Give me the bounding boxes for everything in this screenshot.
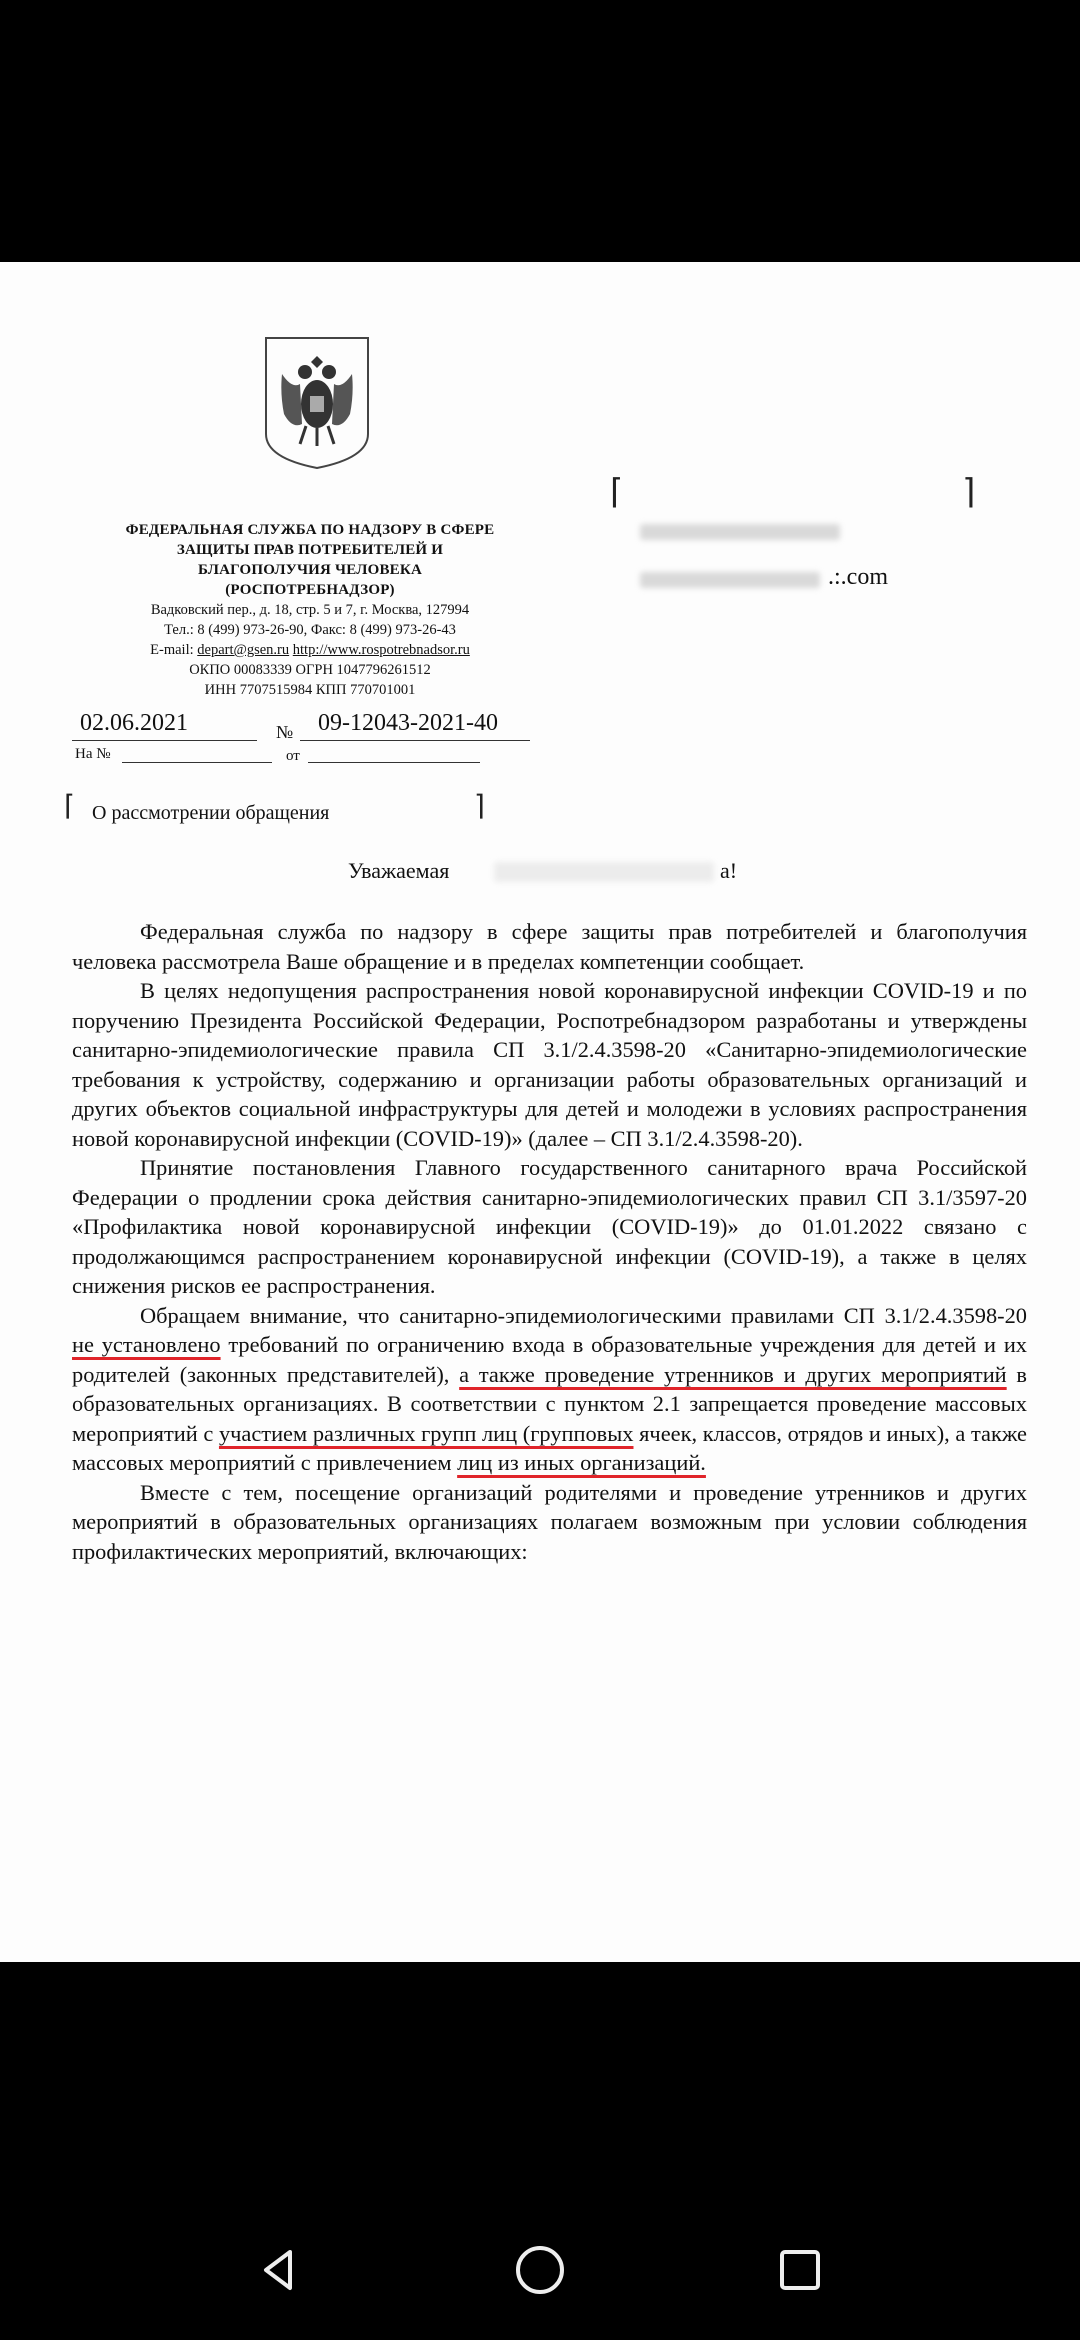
highlight-groups: участием различных групп лиц (групповых [218, 1420, 634, 1446]
agency-phone: Тел.: 8 (499) 973-26-90, Факс: 8 (499) 973-26-43 [164, 622, 456, 638]
redacted-email [640, 572, 820, 588]
agency-contacts [70, 640, 550, 660]
subject-bracket-right: ⌉ [474, 789, 485, 822]
recipient-block [610, 472, 990, 632]
recents-icon [776, 2246, 824, 2294]
document-page [0, 262, 1080, 1962]
highlight-matinees: а также проведение утренников и других мероприятий [459, 1361, 1007, 1387]
na-number-underline [122, 762, 272, 763]
paragraph-3: Принятие постановления Главного государственного санитарного врача Российской Федерации о продлении срока действия санитарно-эпидемиологических правил СП 3.1/3597-20 «Профилактика новой коронавирусной инфекции (COVID-19)» до 01.01.2022 связано с продолжающимся распространением коронавирусной инфекции (COVID-19), а также в целях снижения рисков ее распространения. [72, 1155, 1027, 1298]
agency-website-link[interactable]: http://www.rospotrebnadsor.ru [292, 642, 470, 658]
coat-of-arms-icon [262, 334, 372, 472]
document-date: 02.06.2021 [80, 710, 188, 736]
highlight-not-established: не установлено [72, 1332, 221, 1357]
redacted-name [640, 524, 840, 540]
greeting-start: Уважаемая [348, 858, 450, 883]
recipient-email-fragment: .:.com [828, 564, 888, 590]
home-icon [513, 2243, 567, 2297]
bracket-top-right: ⌉ [962, 472, 976, 512]
p4-part-c: требований по ограничению входа в образовательные учреждения для детей и их родителей (законных представителей), [72, 1332, 1027, 1387]
agency-okpo: ОКПО 00083339 ОГРН 1047796261512 [189, 662, 431, 678]
home-button[interactable] [500, 2230, 580, 2310]
paragraph-5: Вместе с тем, посещение организаций родителями и проведение утренников и других мероприятий в образовательных организациях полагаем возможным при условии соблюдения профилактических мероприятий, включающих: [72, 1479, 1027, 1564]
na-number-label: На № [75, 746, 111, 762]
agency-email-link[interactable]: depart@gsen.ru [197, 642, 290, 658]
back-button[interactable] [240, 2230, 320, 2310]
ot-label: от [286, 748, 300, 764]
highlight-other-organizations: лиц из иных организаций. [457, 1450, 706, 1475]
paragraph-4 [72, 1301, 1027, 1478]
agency-name-line-4: (РОСПОТРЕБНАДЗОР) [225, 582, 395, 598]
agency-header [70, 520, 550, 700]
email-label: E-mail: [150, 642, 198, 658]
number-underline [300, 740, 530, 741]
paragraph-1: Федеральная служба по надзору в сфере защиты прав потребителей и благополучия человека рассмотрела Ваше обращение и в пределах компетенции сообщает. [72, 919, 1027, 974]
agency-name-line-3: БЛАГОПОЛУЧИЯ ЧЕЛОВЕКА [198, 562, 422, 578]
navigation-bar [0, 2200, 1080, 2340]
subject-bracket-left: ⌈ [64, 789, 75, 822]
number-sign: № [276, 722, 294, 742]
p4-part-a: Обращаем внимание, что санитарно-эпидемиологическими правилами СП 3.1/2.4.3598-20 [140, 1302, 1027, 1328]
recents-button[interactable] [760, 2230, 840, 2310]
date-underline [72, 740, 257, 741]
redacted-addressee [494, 862, 714, 882]
agency-address: Вадковский пер., д. 18, стр. 5 и 7, г. Москва, 127994 [150, 602, 470, 618]
greeting-end: а! [720, 858, 738, 883]
agency-inn: ИНН 7707515984 КПП 770701001 [204, 682, 416, 698]
back-icon [256, 2246, 304, 2294]
p4-part-e: в образовательных организациях. В соответствии с пунктом 2.1 запрещается проведение массовых мероприятий с [72, 1361, 1027, 1446]
subject-line: О рассмотрении обращения [92, 802, 330, 824]
agency-name-line-1: ФЕДЕРАЛЬНАЯ СЛУЖБА ПО НАДЗОРУ В СФЕРЕ [125, 522, 495, 538]
agency-name-line-2: ЗАЩИТЫ ПРАВ ПОТРЕБИТЕЛЕЙ И [176, 542, 444, 558]
paragraph-2: В целях недопущения распространения новой коронавирусной инфекции COVID-19 и по поручению Президента Российской Федерации, Роспотребнадзором разработаны и утверждены санитарно-эпидемиологические правила СП 3.1/2.4.3598-20 «Санитарно-эпидемиологические требования к устройству, содержанию и организации работы образовательных организаций и других объектов социальной инфраструктуры для детей и молодежи в условиях распространения новой коронавирусной инфекции (COVID-19)» (далее – СП 3.1/2.4.3598-20). [72, 978, 1027, 1151]
letter-body [72, 917, 1027, 1566]
document-number: 09-12043-2021-40 [318, 710, 498, 736]
ot-underline [308, 762, 480, 763]
p4-part-g: ячеек, классов, отрядов и иных), а также массовых мероприятий с привлечением [72, 1420, 1027, 1475]
bracket-top-left: ⌈ [610, 472, 624, 512]
